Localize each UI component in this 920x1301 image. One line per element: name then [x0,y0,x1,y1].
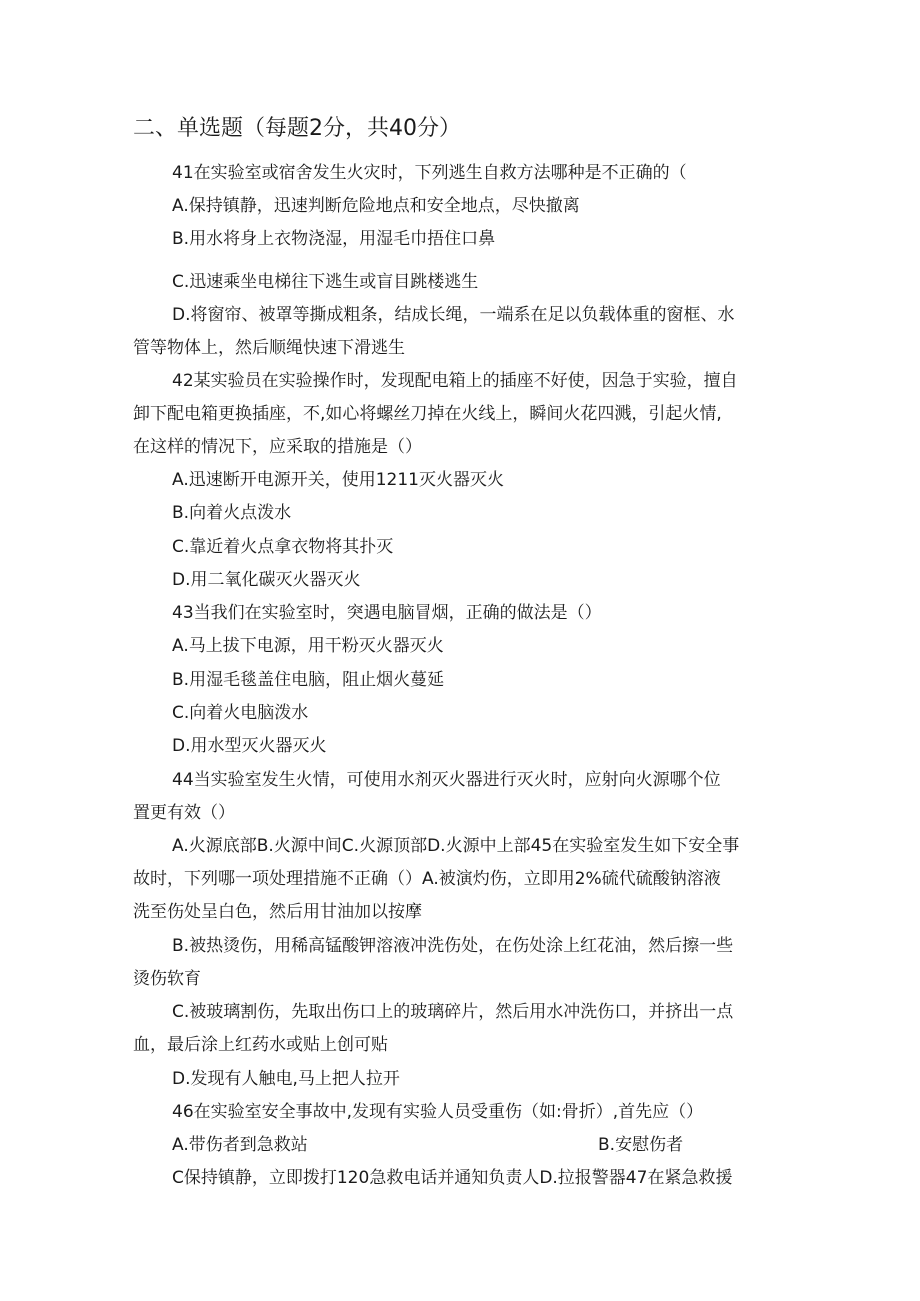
option-45-b-cont: 烫伤软育 [133,969,201,989]
option-46-b: B.安慰伤者 [598,1135,684,1155]
question-46: 46在实验室安全事故中,发现有实验人员受重伤（如:骨折）,首先应（） [172,1102,704,1122]
section-title: 二、单选题（每题2分，共40分） [133,116,461,141]
option-45-b: B.被热烫伤，用稀高锰酸钾溶液冲洗伤处，在伤处涂上红花油，然后擦一些 [172,936,734,956]
question-42-cont-1: 卸下配电箱更换插座，不,如心将螺丝刀掉在火线上，瞬间火花四溅，引起火情, [133,404,722,424]
option-41-d: D.将窗帘、被罩等撕成粗条，结成长绳，一端系在足以负载体重的窗框、水 [172,305,735,325]
question-43: 43当我们在实验室时，突遇电脑冒烟，正确的做法是（） [172,603,602,623]
option-42-b: B.向着火点泼水 [172,503,292,523]
option-41-b: B.用水将身上衣物浇湿，用湿毛巾捂住口鼻 [172,229,496,249]
question-41: 41在实验室或宿舍发生火灾时，下列逃生自救方法哪种是不正确的（ [172,163,687,183]
option-41-d-cont: 管等物体上，然后顺绳快速下滑逃生 [133,338,405,358]
options-44-question-45: A.火源底部B.火源中间C.火源顶部D.火源中上部45在实验室发生如下安全事 [172,836,740,856]
question-44: 44当实验室发生火情，可使用水剂灭火器进行灭火时，应射向火源哪个位 [172,770,721,790]
option-42-c: C.靠近着火点拿衣物将其扑灭 [172,537,394,557]
option-41-c: C.迅速乘坐电梯往下逃生或盲目跳楼逃生 [172,272,479,292]
option-41-a: A.保持镇静，迅速判断危险地点和安全地点，尽快撤离 [172,196,580,216]
option-43-d: D.用水型灭火器灭火 [172,736,327,756]
option-45-c-cont: 血，最后涂上红药水或贴上创可贴 [133,1035,388,1055]
question-42-cont-2: 在这样的情况下，应采取的措施是（） [133,437,422,457]
option-45-d: D.发现有人触电,马上把人拉开 [172,1069,400,1089]
question-45-cont: 故时，下列哪一项处理措施不正确（）A.被演灼伤，立即用2%硫代硫酸钠溶液 [133,869,721,889]
option-43-c: C.向着火电脑泼水 [172,703,309,723]
option-42-d: D.用二氧化碳灭火器灭火 [172,570,361,590]
option-45-c: C.被玻璃割伤，先取出伤口上的玻璃碎片，然后用水冲洗伤口，并挤出一点 [172,1002,734,1022]
option-45-a-cont: 洗至伤处呈白色，然后用甘油加以按摩 [133,902,422,922]
options-46-question-47: C保持镇静，立即拨打120急救电话并通知负责人D.拉报警器47在紧急救援 [172,1168,733,1188]
option-43-b: B.用湿毛毯盖住电脑，阻止烟火蔓延 [172,670,445,690]
question-42: 42某实验员在实验操作时，发现配电箱上的插座不好使，因急于实验，擅自 [172,371,738,391]
option-46-a: A.带伤者到急救站 [172,1135,308,1155]
option-43-a: A.马上拔下电源，用干粉灭火器灭火 [172,636,444,656]
option-42-a: A.迅速断开电源开关，使用1211灭火器灭火 [172,470,504,490]
question-44-cont: 置更有效（） [133,803,235,823]
